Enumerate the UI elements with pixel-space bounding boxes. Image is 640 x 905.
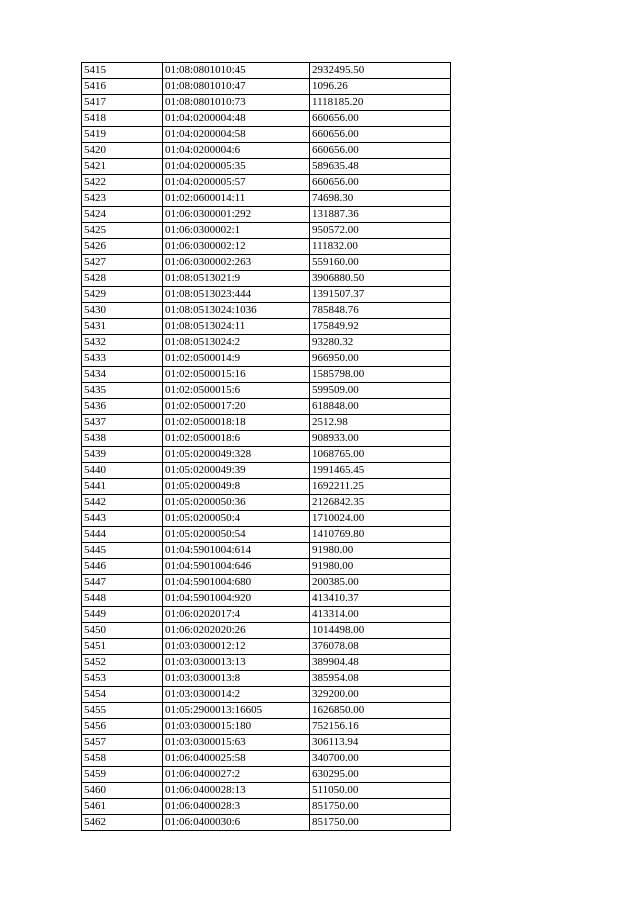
row-number-cell: 5419 [82,127,163,143]
table-row [82,383,451,399]
amount-cell: 752156.16 [310,719,451,735]
row-number-cell: 5418 [82,111,163,127]
cadastral-number-cell: 01:03:0300015:63 [163,735,310,751]
row-number-cell: 5442 [82,495,163,511]
amount-cell: 1692211.25 [310,479,451,495]
cadastral-number-cell: 01:08:0801010:47 [163,79,310,95]
row-number-cell: 5448 [82,591,163,607]
row-number-cell: 5454 [82,687,163,703]
row-number-cell: 5455 [82,703,163,719]
amount-cell: 1096.26 [310,79,451,95]
cadastral-number-cell: 01:08:0513024:1036 [163,303,310,319]
table-row [82,527,451,543]
amount-cell: 93280.32 [310,335,451,351]
amount-cell: 200385.00 [310,575,451,591]
cadastral-number-cell: 01:06:0300002:263 [163,255,310,271]
cadastral-number-cell: 01:08:0513024:2 [163,335,310,351]
table-row [82,303,451,319]
cadastral-number-cell: 01:02:0600014:11 [163,191,310,207]
cadastral-number-cell: 01:02:0500015:6 [163,383,310,399]
cadastral-number-cell: 01:05:0200049:8 [163,479,310,495]
row-number-cell: 5430 [82,303,163,319]
cadastral-number-cell: 01:05:0200049:328 [163,447,310,463]
amount-cell: 389904.48 [310,655,451,671]
row-number-cell: 5443 [82,511,163,527]
amount-cell: 599509.00 [310,383,451,399]
table-row [82,719,451,735]
cadastral-number-cell: 01:06:0400028:3 [163,799,310,815]
cadastral-number-cell: 01:04:5901004:920 [163,591,310,607]
row-number-cell: 5434 [82,367,163,383]
cadastral-number-cell: 01:06:0202017:4 [163,607,310,623]
table-row [82,479,451,495]
cadastral-number-cell: 01:04:0200004:48 [163,111,310,127]
amount-cell: 1014498.00 [310,623,451,639]
cadastral-number-cell: 01:08:0513023:444 [163,287,310,303]
row-number-cell: 5445 [82,543,163,559]
cadastral-number-cell: 01:05:0200050:4 [163,511,310,527]
table-row [82,799,451,815]
cadastral-number-cell: 01:04:5901004:680 [163,575,310,591]
row-number-cell: 5415 [82,63,163,79]
table-row [82,575,451,591]
table-row [82,271,451,287]
row-number-cell: 5441 [82,479,163,495]
amount-cell: 559160.00 [310,255,451,271]
amount-cell: 785848.76 [310,303,451,319]
row-number-cell: 5429 [82,287,163,303]
cadastral-number-cell: 01:04:0200004:6 [163,143,310,159]
cadastral-number-cell: 01:04:0200005:35 [163,159,310,175]
table-row [82,447,451,463]
amount-cell: 74698.30 [310,191,451,207]
amount-cell: 511050.00 [310,783,451,799]
table-row [82,207,451,223]
table-row [82,159,451,175]
table-row [82,735,451,751]
amount-cell: 3906880.50 [310,271,451,287]
row-number-cell: 5416 [82,79,163,95]
amount-cell: 175849.92 [310,319,451,335]
amount-cell: 2126842.35 [310,495,451,511]
amount-cell: 376078.08 [310,639,451,655]
amount-cell: 618848.00 [310,399,451,415]
table-row [82,191,451,207]
cadastral-number-cell: 01:06:0400030:6 [163,815,310,831]
row-number-cell: 5440 [82,463,163,479]
table-row [82,767,451,783]
amount-cell: 1410769.80 [310,527,451,543]
cadastral-number-cell: 01:05:0200050:36 [163,495,310,511]
cadastral-number-cell: 01:02:0500018:6 [163,431,310,447]
table-row [82,287,451,303]
amount-cell: 630295.00 [310,767,451,783]
cadastral-number-cell: 01:03:0300013:13 [163,655,310,671]
table-row [82,671,451,687]
row-number-cell: 5453 [82,671,163,687]
cadastral-number-cell: 01:03:0300012:12 [163,639,310,655]
row-number-cell: 5422 [82,175,163,191]
cadastral-number-cell: 01:02:0500014:9 [163,351,310,367]
table-row [82,367,451,383]
cadastral-number-cell: 01:08:0513024:11 [163,319,310,335]
amount-cell: 660656.00 [310,111,451,127]
amount-cell: 589635.48 [310,159,451,175]
cadastral-number-cell: 01:04:0200005:57 [163,175,310,191]
amount-cell: 1585798.00 [310,367,451,383]
table-row [82,495,451,511]
amount-cell: 851750.00 [310,815,451,831]
amount-cell: 660656.00 [310,127,451,143]
table-row [82,607,451,623]
cadastral-number-cell: 01:05:2900013:16605 [163,703,310,719]
table-row [82,399,451,415]
table-row [82,111,451,127]
row-number-cell: 5458 [82,751,163,767]
row-number-cell: 5456 [82,719,163,735]
cadastral-number-cell: 01:06:0300001:292 [163,207,310,223]
amount-cell: 385954.08 [310,671,451,687]
amount-cell: 1118185.20 [310,95,451,111]
row-number-cell: 5420 [82,143,163,159]
table-row [82,143,451,159]
row-number-cell: 5462 [82,815,163,831]
cadastral-number-cell: 01:02:0500015:16 [163,367,310,383]
cadastral-number-cell: 01:06:0400028:13 [163,783,310,799]
cadastral-number-cell: 01:06:0400025:58 [163,751,310,767]
row-number-cell: 5461 [82,799,163,815]
row-number-cell: 5450 [82,623,163,639]
amount-cell: 966950.00 [310,351,451,367]
table-row [82,335,451,351]
cadastral-number-cell: 01:08:0801010:45 [163,63,310,79]
row-number-cell: 5460 [82,783,163,799]
row-number-cell: 5447 [82,575,163,591]
amount-cell: 91980.00 [310,559,451,575]
cadastral-number-cell: 01:02:0500018:18 [163,415,310,431]
table-row [82,319,451,335]
row-number-cell: 5426 [82,239,163,255]
amount-cell: 329200.00 [310,687,451,703]
table-row [82,751,451,767]
amount-cell: 306113.94 [310,735,451,751]
cadastral-number-cell: 01:02:0500017:20 [163,399,310,415]
table-row [82,239,451,255]
row-number-cell: 5451 [82,639,163,655]
row-number-cell: 5417 [82,95,163,111]
cadastral-number-cell: 01:06:0202020:26 [163,623,310,639]
row-number-cell: 5432 [82,335,163,351]
row-number-cell: 5428 [82,271,163,287]
row-number-cell: 5423 [82,191,163,207]
table-row [82,687,451,703]
row-number-cell: 5438 [82,431,163,447]
cadastral-number-cell: 01:03:0300013:8 [163,671,310,687]
row-number-cell: 5435 [82,383,163,399]
amount-cell: 2932495.50 [310,63,451,79]
cadastral-number-cell: 01:06:0400027:2 [163,767,310,783]
amount-cell: 1391507.37 [310,287,451,303]
amount-cell: 950572.00 [310,223,451,239]
amount-cell: 91980.00 [310,543,451,559]
amount-cell: 1710024.00 [310,511,451,527]
cadastral-number-cell: 01:03:0300014:2 [163,687,310,703]
table-row [82,79,451,95]
row-number-cell: 5433 [82,351,163,367]
cadastral-number-cell: 01:06:0300002:1 [163,223,310,239]
table-row [82,511,451,527]
amount-cell: 1991465.45 [310,463,451,479]
row-number-cell: 5444 [82,527,163,543]
amount-cell: 851750.00 [310,799,451,815]
cadastral-number-cell: 01:05:0200050:54 [163,527,310,543]
table-row [82,815,451,831]
row-number-cell: 5421 [82,159,163,175]
table-row [82,431,451,447]
amount-cell: 2512.98 [310,415,451,431]
cadastral-number-cell: 01:05:0200049:39 [163,463,310,479]
table-row [82,559,451,575]
cadastral-number-cell: 01:08:0513021:9 [163,271,310,287]
table-row [82,63,451,79]
row-number-cell: 5437 [82,415,163,431]
table-row [82,543,451,559]
table-row [82,463,451,479]
amount-cell: 340700.00 [310,751,451,767]
table-row [82,639,451,655]
amount-cell: 1626850.00 [310,703,451,719]
cadastral-number-cell: 01:08:0801010:73 [163,95,310,111]
table-row [82,351,451,367]
row-number-cell: 5452 [82,655,163,671]
table-row [82,255,451,271]
row-number-cell: 5436 [82,399,163,415]
row-number-cell: 5459 [82,767,163,783]
table-row [82,127,451,143]
amount-cell: 660656.00 [310,143,451,159]
table-row [82,591,451,607]
amount-cell: 413410.37 [310,591,451,607]
cadastral-number-cell: 01:04:5901004:646 [163,559,310,575]
amount-cell: 131887.36 [310,207,451,223]
cadastral-number-cell: 01:03:0300015:180 [163,719,310,735]
row-number-cell: 5425 [82,223,163,239]
table-row [82,623,451,639]
row-number-cell: 5457 [82,735,163,751]
amount-cell: 111832.00 [310,239,451,255]
table-row [82,95,451,111]
cadastral-number-cell: 01:06:0300002:12 [163,239,310,255]
table-row [82,655,451,671]
table-row [82,175,451,191]
row-number-cell: 5439 [82,447,163,463]
data-table [81,62,451,831]
table-row [82,223,451,239]
table-body [82,63,451,831]
table-row [82,783,451,799]
table-row [82,703,451,719]
amount-cell: 908933.00 [310,431,451,447]
table-row [82,415,451,431]
cadastral-number-cell: 01:04:0200004:58 [163,127,310,143]
row-number-cell: 5427 [82,255,163,271]
amount-cell: 660656.00 [310,175,451,191]
cadastral-number-cell: 01:04:5901004:614 [163,543,310,559]
row-number-cell: 5424 [82,207,163,223]
row-number-cell: 5431 [82,319,163,335]
amount-cell: 1068765.00 [310,447,451,463]
row-number-cell: 5446 [82,559,163,575]
row-number-cell: 5449 [82,607,163,623]
amount-cell: 413314.00 [310,607,451,623]
